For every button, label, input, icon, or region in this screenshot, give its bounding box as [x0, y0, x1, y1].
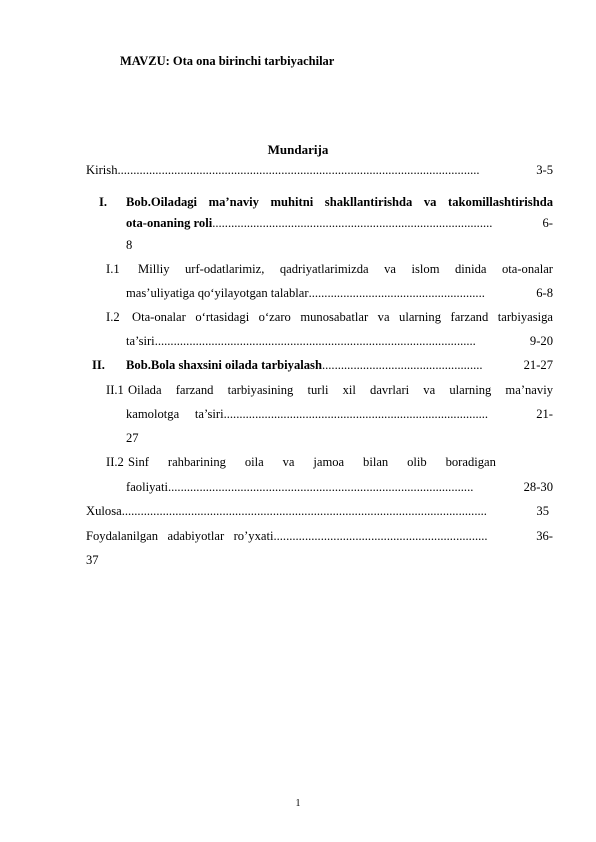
- toc-entry-literature[interactable]: [86, 529, 553, 544]
- toc-leader-dots: ......................................................................................................: [154, 334, 476, 348]
- toc-entry-label: faoliyati: [126, 480, 168, 494]
- toc-page-number-cont: 37: [86, 553, 99, 567]
- toc-chapter-number: II.: [92, 358, 105, 372]
- toc-page-number: 9-20: [529, 334, 553, 348]
- toc-chapter-2-title[interactable]: [126, 358, 553, 373]
- toc-entry-label: Bob.Bola shaxsini oilada tarbiyalash: [126, 358, 322, 372]
- toc-page-number: 21-: [536, 407, 553, 421]
- toc-section-2-1[interactable]: [128, 383, 553, 398]
- toc-leader-dots: ...................................................: [321, 358, 483, 372]
- toc-section-1-2-line2[interactable]: [126, 334, 553, 349]
- toc-entry-label: kamolotga ta’siri: [126, 407, 224, 421]
- toc-section-number: II.1: [106, 383, 124, 397]
- toc-page-number: 35: [536, 504, 549, 518]
- toc-page-number-cont: 27: [126, 431, 139, 445]
- toc-leader-dots: ....................................................................: [273, 529, 488, 543]
- toc-section-number: I.2: [106, 310, 120, 324]
- toc-section-2-1-line2[interactable]: [126, 407, 553, 422]
- toc-entry-label: Foydalanilgan adabiyotlar ro’yxati: [86, 529, 274, 543]
- toc-chapter-1-line2[interactable]: [126, 216, 553, 231]
- toc-section-1-1-line2[interactable]: [126, 286, 553, 301]
- toc-entry-label: Bob.Oiladagi ma’naviy muhitni shakllantirishda va takomillashtirishda: [126, 195, 553, 209]
- toc-leader-dots: ....................................................................................: [223, 407, 489, 421]
- toc-page-number: 36-: [536, 529, 553, 543]
- toc-entry-label: ta’siri: [126, 334, 155, 348]
- toc-page-number-cont: 8: [126, 238, 133, 252]
- toc-leader-dots: ....................................................................................................................: [121, 504, 487, 518]
- toc-page-number: 6-: [542, 216, 553, 230]
- toc-leader-dots: .................................................................................................: [167, 480, 474, 494]
- toc-page-number: 3-5: [536, 163, 553, 177]
- toc-title: Mundarija: [267, 142, 329, 157]
- toc-entry-label: Sinf rahbarining oila va jamoa bilan olib boradigan: [128, 455, 496, 469]
- toc-leader-dots: .........................................................................................: [212, 216, 493, 230]
- toc-entry-conclusion[interactable]: [86, 504, 549, 519]
- toc-section-1-1[interactable]: [138, 262, 553, 277]
- toc-page-number: 21-27: [523, 358, 553, 372]
- toc-chapter-number: I.: [99, 195, 108, 209]
- toc-entry-label: ota-onaning roli: [126, 216, 213, 230]
- toc-section-number: II.2: [106, 455, 124, 469]
- toc-section-1-2[interactable]: [132, 310, 553, 325]
- toc-section-2-2[interactable]: [128, 455, 553, 470]
- toc-entry-label: Oilada farzand tarbiyasining turli xil davrlari va ularning ma’naviy: [128, 383, 553, 397]
- toc-page-number: 6-8: [536, 286, 553, 300]
- toc-leader-dots: ...................................................................................................................: [117, 163, 480, 177]
- toc-section-2-2-line2[interactable]: [126, 480, 553, 495]
- toc-entry-label: mas’uliyatiga qo‘yilayotgan talablar: [126, 286, 309, 300]
- topic-heading: MAVZU: Ota ona birinchi tarbiyachilar: [120, 54, 335, 68]
- toc-page-number: 28-30: [523, 480, 553, 494]
- toc-entry-intro[interactable]: [86, 163, 553, 178]
- toc-chapter-1-title[interactable]: [126, 195, 553, 210]
- toc-entry-label: Ota-onalar o‘rtasidagi o‘zaro munosabatlar va ularning farzand tarbiyasiga: [132, 310, 553, 324]
- toc-entry-label: Kirish: [86, 163, 118, 177]
- toc-entry-label: Xulosa: [86, 504, 122, 518]
- toc-leader-dots: ........................................................: [308, 286, 485, 300]
- toc-section-number: I.1: [106, 262, 120, 276]
- page-number: 1: [295, 798, 301, 809]
- toc-entry-label: Milliy urf-odatlarimiz, qadriyatlarimizda va islom dinida ota-onalar: [138, 262, 553, 276]
